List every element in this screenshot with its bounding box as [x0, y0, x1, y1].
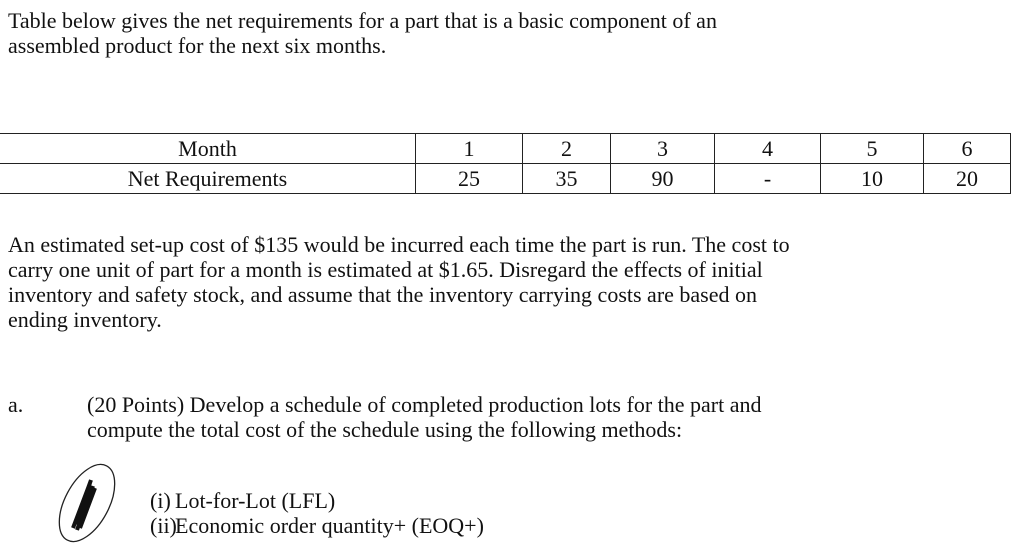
intro-line: Table below gives the net requirements for a part that is a basic component of an	[8, 8, 717, 33]
method-text: Economic order quantity+ (EOQ+)	[175, 513, 484, 538]
month-cell: 2	[523, 134, 611, 164]
paragraph-line: ending inventory.	[8, 307, 162, 332]
requirement-cell: -	[715, 164, 821, 194]
method-text: Lot-for-Lot (LFL)	[175, 488, 336, 513]
question-label: a.	[8, 392, 24, 417]
requirement-cell: 90	[611, 164, 715, 194]
requirement-cell: 20	[924, 164, 1011, 194]
row-header: Net Requirements	[0, 164, 416, 194]
table-row-requirements	[0, 164, 1011, 194]
requirement-cell: 25	[416, 164, 523, 194]
month-cell: 5	[821, 134, 924, 164]
row-header: Month	[0, 134, 416, 164]
method-marker: (ii)	[150, 513, 177, 538]
month-cell: 1	[416, 134, 523, 164]
requirements-table	[0, 133, 1011, 194]
table-row-month	[0, 134, 1011, 164]
month-cell: 3	[611, 134, 715, 164]
paragraph-line: An estimated set-up cost of $135 would be incurred each time the part is run. The cost to	[8, 232, 790, 257]
method-marker: (i)	[150, 488, 171, 513]
paragraph-line: carry one unit of part for a month is estimated at $1.65. Disregard the effects of initial	[8, 257, 763, 282]
requirement-cell: 10	[821, 164, 924, 194]
month-cell: 4	[715, 134, 821, 164]
requirement-cell: 35	[523, 164, 611, 194]
intro-line: assembled product for the next six months.	[8, 33, 387, 58]
month-cell: 6	[924, 134, 1011, 164]
question-line: (20 Points) Develop a schedule of completed production lots for the part and	[87, 392, 762, 417]
question-line: compute the total cost of the schedule using the following methods:	[87, 417, 683, 442]
handwritten-scribble-icon	[45, 458, 125, 548]
paragraph-line: inventory and safety stock, and assume that the inventory carrying costs are based on	[8, 282, 757, 307]
